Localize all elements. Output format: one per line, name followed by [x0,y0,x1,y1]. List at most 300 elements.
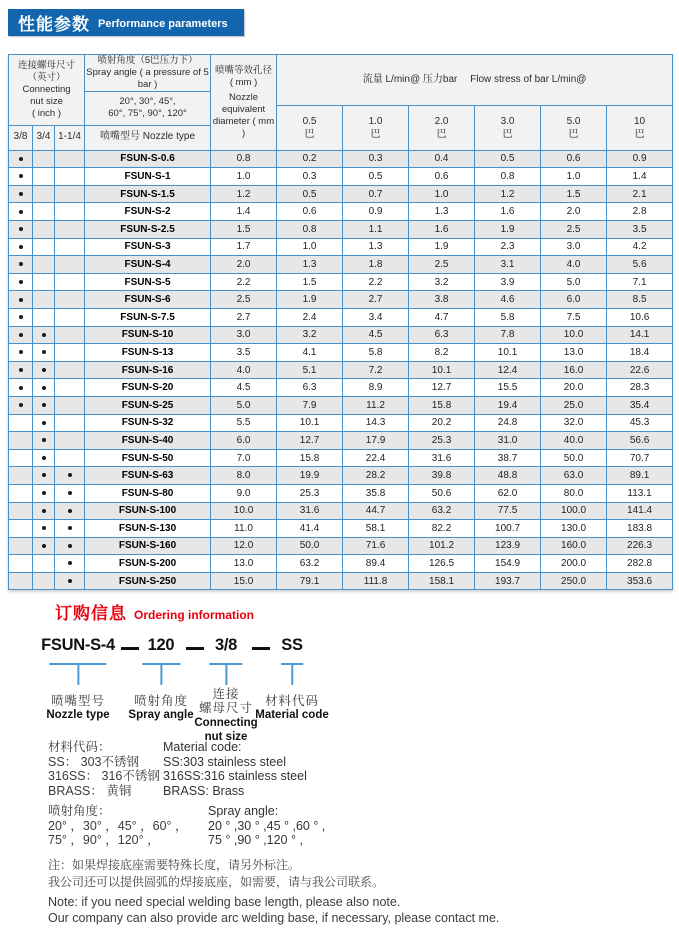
note-zh-line: 我公司还可以提供圆弧的焊接底座，如需要，请与我公司联系。 [48,875,385,889]
bullet-dot-icon [19,350,23,354]
value-cell: 1.0 [277,238,343,256]
bullet-dot-icon [42,544,46,548]
value-cell: 160.0 [541,537,607,555]
value-cell: 0.8 [475,168,541,186]
nozzle-name-cell [85,203,211,221]
nozzle-name: FSUN-S-2.5 [120,223,175,235]
example-code-nut-size: 3/8 [214,636,238,654]
value-cell: 2.1 [607,185,673,203]
value-cell: 0.5 [343,168,409,186]
value-cell: 63.2 [277,555,343,573]
nozzle-name: FSUN-S-13 [121,346,174,358]
bullet-dot-icon [42,526,46,530]
value-cell: 12.7 [409,379,475,397]
table-row [9,572,673,590]
value-cell: 19.9 [277,467,343,485]
value-cell: 5.8 [475,308,541,326]
nozzle-name: FSUN-S-200 [118,558,177,570]
value-cell: 282.8 [607,555,673,573]
header-angle-list [85,91,211,125]
value-cell: 19.4 [475,396,541,414]
nut-dot-cell [55,308,85,326]
header-spray-angle [85,55,211,92]
bullet-dot-icon [42,491,46,495]
value-cell: 4.5 [211,379,277,397]
value-cell: 13.0 [541,344,607,362]
value-cell: 3.0 [211,326,277,344]
table-row [9,361,673,379]
nut-dot-cell [9,555,33,573]
pin-material-code [255,663,329,723]
value-cell: 40.0 [541,432,607,450]
value-cell: 56.6 [607,432,673,450]
value-cell: 44.7 [343,502,409,520]
bullet-dot-icon [68,473,72,477]
nut-size-zh2: （英寸） [27,72,66,83]
nozzle-name: FSUN-S-2 [124,206,171,218]
nut-dot-cell [9,221,33,239]
spray-angle-zh-line: 20° ，30° ，45° ，60° ， [48,818,188,833]
bullet-dot-icon [19,192,23,196]
nut-dot-cell [33,555,55,573]
value-cell: 16.0 [541,361,607,379]
value-cell: 79.1 [277,572,343,590]
pressure-unit: 巴 [568,128,579,140]
value-cell: 6.3 [277,379,343,397]
nut-dot-cell [9,291,33,309]
value-cell: 15.8 [277,449,343,467]
value-cell: 1.9 [409,238,475,256]
nozzle-name-cell [85,396,211,414]
nut-size-en3: ( inch ) [31,107,62,119]
value-cell: 3.0 [541,238,607,256]
value-cell: 0.8 [277,221,343,239]
value-cell: 3.2 [277,326,343,344]
nut-dot-cell [33,238,55,256]
pressure-value: 3.0 [500,115,515,127]
value-cell: 2.3 [475,238,541,256]
value-cell: 1.5 [541,185,607,203]
value-cell: 200.0 [541,555,607,573]
nozzle-name: FSUN-S-50 [121,452,174,464]
value-cell: 35.4 [607,396,673,414]
nozzle-name: FSUN-S-3 [124,241,171,253]
pin-line-icon [225,665,227,685]
nut-dot-cell [9,185,33,203]
value-cell: 1.5 [277,273,343,291]
value-cell: 4.7 [409,308,475,326]
nozzle-name-cell [85,308,211,326]
value-cell: 1.9 [475,221,541,239]
value-cell: 14.1 [607,326,673,344]
nozzle-name-cell [85,238,211,256]
table-row [9,396,673,414]
nut-dot-cell [55,520,85,538]
value-cell: 5.5 [211,414,277,432]
value-cell: 10.0 [541,326,607,344]
bullet-dot-icon [42,403,46,407]
nozzle-name-cell [85,520,211,538]
nozzle-name-cell [85,168,211,186]
value-cell: 101.2 [409,537,475,555]
spray-angle-en-line: Spray angle: [208,804,279,818]
diameter-zh2: ( mm ) [229,76,258,88]
section-banner-performance [8,9,244,36]
table-row [9,221,673,239]
nut-dot-cell [33,344,55,362]
nut-dot-cell [55,361,85,379]
nozzle-name: FSUN-S-5 [124,276,171,288]
value-cell: 4.0 [211,361,277,379]
bullet-dot-icon [42,473,46,477]
nozzle-name: FSUN-S-16 [121,364,174,376]
note-en-line: Note: if you need special welding base length, please also note. [48,895,401,909]
nut-dot-cell [33,467,55,485]
nozzle-name: FSUN-S-32 [121,417,174,429]
spray-angle-zh-line: 喷射角度： [48,804,111,818]
nut-dot-cell [55,150,85,168]
value-cell: 4.2 [607,238,673,256]
value-cell: 11.0 [211,520,277,538]
table-row [9,238,673,256]
material-code-en [163,740,307,798]
bullet-dot-icon [42,368,46,372]
table-row [9,537,673,555]
nozzle-name-cell [85,326,211,344]
dash-separator [186,647,204,650]
nut-dot-cell [55,432,85,450]
value-cell: 31.0 [475,432,541,450]
value-cell: 0.6 [541,150,607,168]
value-cell: 183.8 [607,520,673,538]
value-cell: 154.9 [475,555,541,573]
material-code-en-line: 316SS:316 stainless steel [163,769,307,784]
nozzle-name-cell [85,537,211,555]
bullet-dot-icon [42,421,46,425]
nut-dot-cell [33,308,55,326]
value-cell: 50.6 [409,484,475,502]
nozzle-name-cell [85,185,211,203]
nut-dot-cell [9,150,33,168]
value-cell: 50.0 [541,449,607,467]
value-cell: 1.8 [343,256,409,274]
table-row [9,555,673,573]
value-cell: 10.0 [211,502,277,520]
value-cell: 50.0 [277,537,343,555]
angle-list-line1: 20°, 30°, 45°, [119,96,176,108]
header-nozzle-diameter [211,55,277,151]
pressure-unit: 巴 [634,128,645,140]
value-cell: 6.3 [409,326,475,344]
pressure-value: 5.0 [566,115,581,127]
dash-separator [121,647,139,650]
value-cell: 3.1 [475,256,541,274]
nut-dot-cell [9,326,33,344]
value-cell: 2.4 [277,308,343,326]
value-cell: 31.6 [277,502,343,520]
value-cell: 62.0 [475,484,541,502]
nut-dot-cell [33,203,55,221]
value-cell: 123.9 [475,537,541,555]
diameter-zh: 喷嘴等效孔径 [215,64,273,76]
header-nut-1-1-4: 1-1/4 [55,125,85,150]
example-code-material: SS [281,636,303,654]
diameter-en3: diameter ( mm ) [212,116,275,140]
pin-label-zh: 喷射角度 [133,694,189,708]
nut-dot-cell [55,221,85,239]
value-cell: 12.0 [211,537,277,555]
note-zh-line: 注：如果焊接底座需要特殊长度，请另外标注。 [48,858,301,872]
nut-dot-cell [33,291,55,309]
nut-dot-cell [55,238,85,256]
nozzle-name: FSUN-S-130 [118,522,177,534]
value-cell: 80.0 [541,484,607,502]
pressure-unit: 巴 [436,128,447,140]
table-row [9,379,673,397]
value-cell: 1.6 [475,203,541,221]
banner-title-zh: 性能参数 [18,15,90,34]
pin-spray-angle [128,663,193,723]
value-cell: 1.0 [541,168,607,186]
spray-angle-zh: 喷射角度（5巴压力下） [97,55,198,66]
bullet-dot-icon [19,280,23,284]
bullet-dot-icon [68,526,72,530]
nozzle-name: FSUN-S-7.5 [120,311,175,323]
nut-dot-cell [33,449,55,467]
nozzle-name-cell [85,344,211,362]
header-nozzle-type: 喷嘴型号 Nozzle type [85,125,211,150]
value-cell: 10.1 [277,414,343,432]
nozzle-name-cell [85,379,211,397]
nut-dot-cell [55,555,85,573]
nut-dot-cell [9,308,33,326]
material-code-en-line: BRASS: Brass [163,783,245,798]
value-cell: 250.0 [541,572,607,590]
spray-angle-en-line: 20 ° ,30 ° ,45 ° ,60 ° , [208,818,326,833]
value-cell: 35.8 [343,484,409,502]
nozzle-name-cell [85,484,211,502]
dash-separator [252,647,270,650]
nozzle-name-cell [85,572,211,590]
nut-dot-cell [9,432,33,450]
value-cell: 4.5 [343,326,409,344]
value-cell: 2.2 [343,273,409,291]
value-cell: 1.6 [409,221,475,239]
nut-dot-cell [33,414,55,432]
nozzle-name: FSUN-S-63 [121,470,174,482]
header-pressure-5.0bar [541,105,607,150]
value-cell: 7.1 [607,273,673,291]
value-cell: 25.0 [541,396,607,414]
header-nut-3-8: 3/8 [9,125,33,150]
nut-dot-cell [55,396,85,414]
spray-angle-zh-line: 75° ，90° ，120° ， [48,833,160,848]
nut-dot-cell [33,185,55,203]
nut-dot-cell [33,502,55,520]
pressure-value: 2.0 [434,115,449,127]
nut-dot-cell [33,572,55,590]
pin-label-en: Connecting [194,716,258,729]
bullet-dot-icon [42,350,46,354]
spray-angle-list-en [208,804,325,848]
value-cell: 7.8 [475,326,541,344]
pin-line-icon [291,665,293,685]
value-cell: 7.0 [211,449,277,467]
value-cell: 0.3 [343,150,409,168]
table-row [9,291,673,309]
pin-label-zh: 材料代码 [264,694,319,708]
nozzle-name-cell [85,150,211,168]
value-cell: 3.5 [211,344,277,362]
value-cell: 130.0 [541,520,607,538]
value-cell: 8.5 [607,291,673,309]
nut-dot-cell [55,256,85,274]
bullet-dot-icon [68,561,72,565]
pin-label-en: Material code [255,709,329,722]
bullet-dot-icon [19,227,23,231]
value-cell: 126.5 [409,555,475,573]
nut-dot-cell [9,467,33,485]
nut-dot-cell [33,520,55,538]
nut-dot-cell [9,379,33,397]
nozzle-name: FSUN-S-25 [121,399,174,411]
value-cell: 10.1 [475,344,541,362]
nozzle-name-cell [85,221,211,239]
nozzle-name: FSUN-S-1 [124,171,171,183]
value-cell: 20.2 [409,414,475,432]
value-cell: 9.0 [211,484,277,502]
value-cell: 4.0 [541,256,607,274]
banner-title-en: Performance parameters [98,17,228,30]
nut-dot-cell [9,273,33,291]
value-cell: 1.0 [409,185,475,203]
diameter-en1: Nozzle [229,92,259,104]
performance-parameters-table [8,54,673,590]
bullet-dot-icon [19,333,23,337]
nut-dot-cell [55,449,85,467]
bullet-dot-icon [19,368,23,372]
value-cell: 1.3 [409,203,475,221]
value-cell: 3.5 [607,221,673,239]
table-row [9,326,673,344]
value-cell: 63.2 [409,502,475,520]
nozzle-name-cell [85,555,211,573]
nut-dot-cell [55,326,85,344]
nut-dot-cell [33,256,55,274]
bullet-dot-icon [19,386,23,390]
table-row [9,432,673,450]
value-cell: 353.6 [607,572,673,590]
value-cell: 0.4 [409,150,475,168]
value-cell: 7.9 [277,396,343,414]
value-cell: 8.9 [343,379,409,397]
value-cell: 1.7 [211,238,277,256]
nut-dot-cell [55,502,85,520]
header-pressure-3.0bar [475,105,541,150]
value-cell: 24.8 [475,414,541,432]
value-cell: 25.3 [277,484,343,502]
ordering-title-en: Ordering information [134,608,254,622]
value-cell: 5.6 [607,256,673,274]
nozzle-table-body [9,150,673,590]
value-cell: 18.4 [607,344,673,362]
spray-angle-en-line: 75 ° ,90 ° ,120 ° , [208,833,303,848]
pin-label-zh: 连接 [212,687,240,701]
table-header [9,55,673,151]
bullet-dot-icon [19,315,23,319]
nozzle-name: FSUN-S-250 [118,575,177,587]
value-cell: 17.9 [343,432,409,450]
nut-dot-cell [55,185,85,203]
pin-line-icon [77,665,79,685]
value-cell: 28.3 [607,379,673,397]
value-cell: 3.8 [409,291,475,309]
value-cell: 113.1 [607,484,673,502]
nut-size-zh: 连接螺母尺寸 [18,60,76,72]
value-cell: 5.0 [211,396,277,414]
example-code-spray-angle: 120 [147,636,175,654]
material-code-en-line: Material code: [163,740,242,754]
value-cell: 193.7 [475,572,541,590]
bullet-dot-icon [68,544,72,548]
value-cell: 0.3 [277,168,343,186]
ordering-info-heading [55,599,254,624]
nut-dot-cell [55,344,85,362]
header-pressure-1.0bar [343,105,409,150]
header-nut-size [9,55,85,126]
value-cell: 38.7 [475,449,541,467]
value-cell: 45.3 [607,414,673,432]
bullet-dot-icon [19,157,23,161]
nozzle-name-cell [85,273,211,291]
bullet-dot-icon [19,245,23,249]
value-cell: 28.2 [343,467,409,485]
pressure-unit: 巴 [304,128,315,140]
value-cell: 22.6 [607,361,673,379]
value-cell: 1.2 [475,185,541,203]
value-cell: 226.3 [607,537,673,555]
pressure-value: 10 [634,115,646,127]
table-row [9,484,673,502]
value-cell: 1.1 [343,221,409,239]
nozzle-name: FSUN-S-20 [121,382,174,394]
table-row [9,308,673,326]
value-cell: 2.2 [211,273,277,291]
nut-dot-cell [33,432,55,450]
material-code-zh-line: 316SS： 316不锈钢 [48,769,160,784]
value-cell: 100.0 [541,502,607,520]
nut-dot-cell [33,326,55,344]
nut-dot-cell [33,379,55,397]
table-row [9,449,673,467]
value-cell: 22.4 [343,449,409,467]
table-row [9,273,673,291]
nut-dot-cell [9,238,33,256]
nut-dot-cell [33,168,55,186]
nut-dot-cell [9,537,33,555]
value-cell: 2.5 [211,291,277,309]
value-cell: 2.7 [343,291,409,309]
ordering-title-zh: 订购信息 [55,604,127,623]
value-cell: 1.3 [343,238,409,256]
value-cell: 4.1 [277,344,343,362]
nut-dot-cell [55,203,85,221]
value-cell: 1.5 [211,221,277,239]
value-cell: 4.6 [475,291,541,309]
value-cell: 48.8 [475,467,541,485]
value-cell: 3.9 [475,273,541,291]
bullet-dot-icon [42,333,46,337]
